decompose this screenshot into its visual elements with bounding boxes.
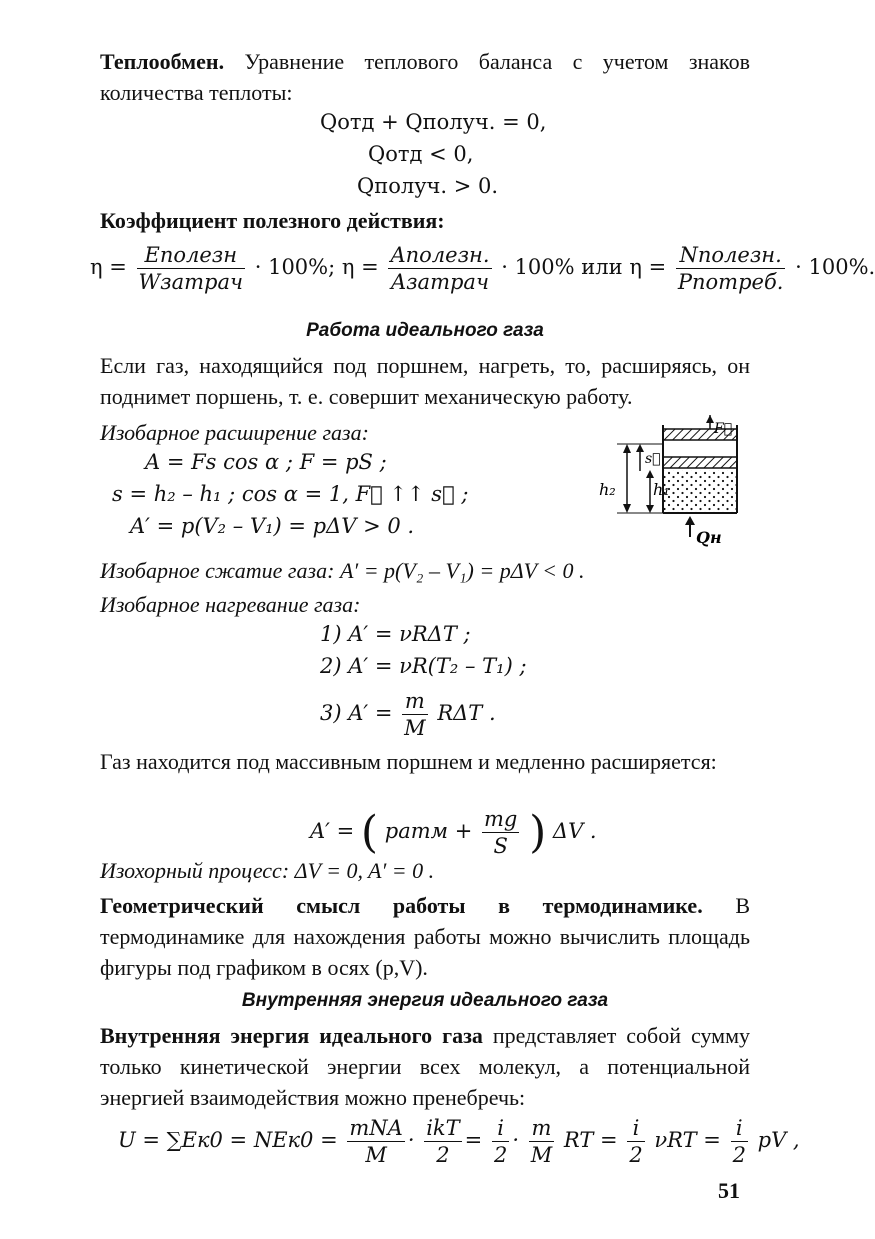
- eta-1: η =: [90, 255, 127, 279]
- fraction-energy: [137, 242, 246, 295]
- ie-end: pV ,: [757, 1128, 800, 1152]
- paren-open: (: [360, 807, 379, 858]
- eta-3: η =: [629, 255, 667, 279]
- isobaric-line2: s = h₂ – h₁ ; cos α = 1, F⃗ ↑↑ s⃗ ;: [112, 482, 469, 506]
- internal-energy-text: представляет собой сумму только кинетической энергии всех молекул, а потенциальной энергией взаимодействия можно пренебречь:: [100, 1023, 751, 1110]
- heat-eq3: Qполуч. > 0.: [357, 174, 499, 198]
- fraction-mg-S: [482, 806, 519, 859]
- percent-3: · 100%: [795, 255, 869, 279]
- gas-work-intro: Если газ, находящийся под поршнем, нагреть, то, расширяясь, он поднимет поршень, т. е. совершит механическую работу.: [100, 353, 750, 409]
- ie-frac2: [424, 1115, 461, 1168]
- heating-f1: 1) A′ = νRΔT ;: [320, 622, 471, 646]
- f1-den: Wзатрач: [138, 270, 244, 294]
- isobaric-compression: [100, 555, 750, 586]
- gas-region: [663, 470, 737, 513]
- f3-num-m: m: [404, 689, 425, 713]
- isobaric-line1: A = Fs cos α ; F = pS ;: [145, 450, 387, 474]
- ie-f4-den: M: [530, 1143, 553, 1167]
- piston-text: Газ находится под массивным поршнем и медленно расширяется:: [100, 749, 717, 774]
- compression-title: Изобарное сжатие газа:: [100, 558, 335, 583]
- heating-f3: [320, 688, 496, 741]
- piston-rhs: ΔV .: [552, 819, 597, 843]
- isochoric-title: Изохорный процесс:: [100, 858, 290, 883]
- ie-frac1: [347, 1115, 404, 1168]
- piston-den: S: [482, 832, 519, 859]
- f2-den: Aзатрач: [388, 268, 491, 295]
- isobaric-line3: A′ = p(V₂ – V₁) = pΔV > 0 .: [130, 514, 415, 538]
- or-word: или: [581, 255, 623, 279]
- piston-diagram: [595, 415, 760, 550]
- heat-paragraph: [100, 46, 750, 108]
- internal-energy-paragraph: [100, 1020, 750, 1113]
- piston-lhs: A′ =: [310, 819, 355, 843]
- label-h2: h₂: [599, 480, 616, 499]
- fraction-power: [676, 242, 786, 295]
- piston-formula: [310, 806, 597, 859]
- isobaric-heating-title: Изобарное нагревание газа:: [100, 592, 361, 617]
- label-Q: Qн: [696, 528, 722, 547]
- ie-f3-den: 2: [493, 1143, 508, 1167]
- ie-f2-num: ikT: [426, 1116, 460, 1140]
- isochoric: [100, 855, 750, 886]
- arrow-h2: [623, 444, 631, 513]
- piston-patm: pатм +: [384, 819, 473, 843]
- end-dot: .: [868, 255, 875, 279]
- ie-f5-den: 2: [629, 1143, 643, 1167]
- f1-num: Eполезн: [144, 243, 238, 267]
- isochoric-formula: ΔV = 0, A′ = 0 .: [289, 858, 435, 883]
- internal-energy-title: Внутренняя энергия идеального газа: [100, 1023, 483, 1048]
- f3-den: Pпотреб.: [677, 270, 784, 294]
- section-heading-internal-energy: Внутренняя энергия идеального газа: [241, 990, 609, 1011]
- f3-den-M: M: [404, 716, 426, 740]
- paren-close: ): [529, 807, 547, 858]
- heating-f3-suffix: RΔT .: [437, 701, 496, 725]
- ie-f3-num: i: [497, 1116, 504, 1140]
- ie-f4-num: m: [531, 1116, 552, 1140]
- heating-f2: 2) A′ = νR(T₂ – T₁) ;: [320, 654, 527, 678]
- ie-frac4: [529, 1115, 555, 1168]
- internal-energy-formula: U = ∑Eк0 = NEк0 = $\frac{\text{mNA}}{M}$ · $\frac{\text{ikT}}{2}$ = $\frac{i}{2}$ · $\frac{m}{M}$ RT = $\frac{i}{2}$ νRT = $\frac{i}{2}$ pV ,: [118, 1116, 800, 1167]
- sep-1: ;: [328, 255, 336, 279]
- ie-lhs: U = ∑Eк0 = NEк0 =: [118, 1128, 338, 1152]
- heat-eq1: Qотд + Qполуч. = 0,: [320, 110, 547, 134]
- ie-mid1: RT =: [563, 1128, 618, 1152]
- isobaric-expansion-title: Изобарное расширение газа:: [100, 420, 369, 445]
- geometric-paragraph: [100, 890, 750, 983]
- percent-1: · 100%: [254, 255, 329, 279]
- fraction-work: [388, 242, 491, 295]
- heat-title: Теплообмен.: [100, 49, 225, 74]
- arrow-Q: [685, 516, 695, 537]
- label-h1: h₁: [653, 480, 670, 499]
- arrow-s: [636, 444, 644, 471]
- arrow-F: [706, 415, 714, 429]
- percent-2: · 100%: [501, 255, 575, 279]
- page-number: 51: [718, 1178, 740, 1203]
- piston-lower: [663, 457, 737, 468]
- efficiency-formula: [90, 242, 875, 295]
- heat-text: Уравнение теплового баланса с учетом знаков количества теплоты:: [100, 49, 750, 105]
- label-s: s⃗: [645, 451, 661, 467]
- ie-f5-num: i: [632, 1116, 640, 1140]
- ie-frac3: [492, 1115, 509, 1168]
- ie-frac6: [731, 1115, 748, 1168]
- geometric-text: В термодинамике для нахождения работы можно вычислить площадь фигуры под графиком в осях (p,V).: [100, 893, 750, 980]
- section-heading-gas-work: Работа идеального газа: [306, 320, 544, 341]
- ie-f1-den: M: [347, 1141, 404, 1168]
- piston-num: mg: [484, 807, 518, 831]
- ie-f6-den: 2: [732, 1143, 746, 1167]
- ie-f6-num: i: [735, 1116, 743, 1140]
- heat-eq2: Qотд < 0,: [368, 142, 474, 166]
- compression-formula: A′ = p(V₂ – V₁) = pΔV < 0 .: [334, 558, 585, 583]
- geometric-title: Геометрический смысл работы в термодинамике.: [100, 893, 703, 918]
- f3-num: Nполезн.: [679, 243, 782, 267]
- ie-f1-num: mNA: [349, 1116, 403, 1140]
- label-F: F⃗: [714, 421, 733, 437]
- heating-f3-prefix: 3) A′ =: [320, 701, 393, 725]
- ie-f2-den: 2: [424, 1141, 461, 1168]
- fraction-m-M: [402, 688, 428, 741]
- efficiency-title: Коэффициент полезного действия:: [100, 208, 445, 233]
- ie-frac5: [627, 1115, 644, 1168]
- f2-num: Aполезн.: [390, 243, 490, 267]
- ie-mid2: νRT =: [654, 1128, 721, 1152]
- eta-2: η =: [341, 255, 379, 279]
